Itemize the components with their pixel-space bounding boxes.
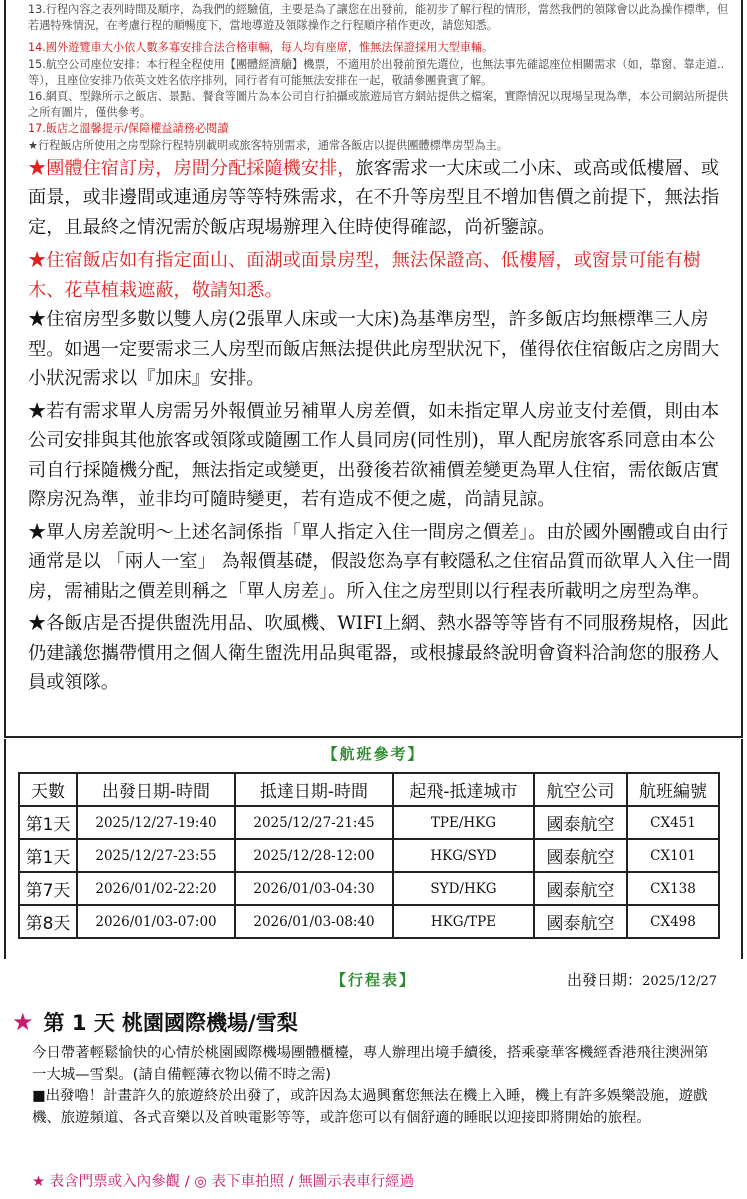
cell-flight-no: CX498 [627, 905, 719, 938]
hotel-note-single-room: ★若有需求單人房需另外報價並另補單人房差價，如未指定單人房並支付差價，則由本公司安排與其他旅客或領隊或隨團工作人員同房(同性別)，單人配房旅客系同意由本公司自行採隨機分配，無法指定或變更，出發後若欲補價差變更為單人住宿，需依飯店實際房況為準，並非均可隨時變更，若有造成不便之處，尚請見諒。 [28, 400, 720, 511]
hotel-note-amenities: ★各飯店是否提供盥洗用品、吹風機、WIFI上網、熱水器等等皆有不同服務規格，因此仍建議您攜帶慣用之個人衛生盥洗用品與電器，或根據最終說明會資料洽詢您的服務人員或領隊。 [28, 613, 729, 694]
cell-depart: 2025/12/27-19:40 [77, 806, 235, 839]
flight-table-header [19, 773, 719, 806]
hotel-note-random-room-highlight: ★團體住宿訂房，房間分配採隨機安排， [28, 157, 356, 179]
cell-route: TPE/HKG [393, 806, 534, 839]
day-1-departure-note: ■出發嚕！計畫許久的旅遊終於出發了，或許因為太過興奮您無法在機上入睡，機上有許多娛樂設施，遊戲機、旅遊頻道、各式音樂以及首映電影等等，或許您可以有個舒適的睡眠以迎接即將開始的旅程。 [32, 1088, 708, 1126]
icon-legend: ★ 表含門票或入內參觀 / ◎ 表下車拍照 / 無圖示表車行經過 [32, 1174, 415, 1190]
cell-day: 第1天 [19, 839, 77, 872]
day-1-description [32, 1043, 722, 1129]
departure-date-label: 出發日期： [567, 971, 643, 989]
cell-day: 第8天 [19, 905, 77, 938]
cell-airline: 國泰航空 [534, 872, 627, 905]
day-1-title [12, 1007, 298, 1037]
notes-box [4, 0, 743, 738]
note-17: 17.飯店之溫馨提示/保障權益請務必閱讀 [28, 122, 229, 136]
table-row [19, 839, 719, 872]
day-1-title-text: 第 1 天 桃園國際機場/雪梨 [43, 1011, 298, 1035]
col-airline: 航空公司 [534, 773, 627, 806]
col-flight-no: 航班編號 [627, 773, 719, 806]
itinerary-header [0, 966, 747, 992]
cell-depart: 2026/01/02-22:20 [77, 872, 235, 905]
itinerary-title: 【行程表】 [330, 971, 416, 989]
cell-route: HKG/SYD [393, 839, 534, 872]
hotel-note-single-supplement: ★單人房差說明～上述名詞係指「單人指定入住一間房之價差」。由於國外團體或自由行通常是以 「兩人一室」 為報價基礎，假設您為享有較隱私之住宿品質而欲單人入住一間房，需補貼之價差則稱之「單人房差」。所入住之房型則以行程表所載明之房型為準。 [28, 521, 731, 602]
cell-depart: 2025/12/27-23:55 [77, 839, 235, 872]
table-row [19, 905, 719, 938]
star-icon: ★ [12, 1008, 34, 1036]
note-17-hotel-type: ★行程飯店所使用之房型除行程特別載明或旅客特別需求，通常各飯店以提供團體標準房型為主。 [28, 138, 508, 152]
col-route: 起飛-抵達城市 [393, 773, 534, 806]
hotel-note-random-room-text: 旅客需求一大床或二小床、或高或低樓層、或面景，或非邊間或連通房等等特殊需求，在不升等房型且不增加售價之前提下，無法指定，且最終之情況需於飯店現場辦理入住時使得確認，尚祈鑒諒。 [28, 157, 720, 238]
cell-arrive: 2025/12/27-21:45 [235, 806, 393, 839]
note-15: 15.航空公司座位安排：本行程全程使用【團體經濟艙】機票，不適用於出發前預先選位，也無法事先確認座位相關需求（如，靠窗、靠走道..等），且座位安排乃依英文姓名依序排列，同行者有可能無法安排在一起，敬請參團貴賓了解。 [28, 57, 725, 87]
cell-airline: 國泰航空 [534, 839, 627, 872]
departure-date [567, 969, 717, 990]
cell-route: SYD/HKG [393, 872, 534, 905]
cell-day: 第7天 [19, 872, 77, 905]
col-depart: 出發日期-時間 [77, 773, 235, 806]
flight-table [18, 772, 720, 939]
cell-depart: 2026/01/03-07:00 [77, 905, 235, 938]
cell-flight-no: CX451 [627, 806, 719, 839]
col-day: 天數 [19, 773, 77, 806]
cell-airline: 國泰航空 [534, 806, 627, 839]
cell-route: HKG/TPE [393, 905, 534, 938]
cell-arrive: 2026/01/03-08:40 [235, 905, 393, 938]
cell-flight-no: CX138 [627, 872, 719, 905]
table-row [19, 806, 719, 839]
note-14: 14.國外遊覽車大小依人數多寡安排合法合格車輛，每人均有座席，惟無法保證採用大型車輛。 [28, 41, 494, 55]
hotel-note-random-room [6, 154, 733, 243]
col-arrive: 抵達日期-時間 [235, 773, 393, 806]
note-16: 16.網頁、型錄所示之飯店、景點、餐食等圖片為本公司自行拍攝或旅遊局官方網站提供之檔案，實際情況以現場呈現為準，本公司網站所提供之所有圖片，僅供參考。 [28, 90, 729, 120]
hotel-note-double-room: ★住宿房型多數以雙人房(2張單人床或一大床)為基準房型，許多飯店均無標準三人房型。如遇一定要需求三人房型而飯店無法提供此房型狀況下，僅得依住宿飯店之房間大小狀況需求以『加床』安排。 [28, 309, 720, 390]
note-13: 13.行程內容之表列時間及順序，為我們的經驗值，主要是為了讓您在出發前，能初步了解行程的情形，當然我們的領隊會以此為操作標準，但若遇特殊情況，在考慮行程的順暢度下，當地導遊及領隊操作之行程順序稍作更改，請您知悉。 [28, 3, 729, 33]
hotel-note-view-room: ★住宿飯店如有指定面山、面湖或面景房型，無法保證高、低樓層，或窗景可能有樹木、花草植栽遮蔽，敬請知悉。 [28, 250, 701, 301]
cell-arrive: 2025/12/28-12:00 [235, 839, 393, 872]
cell-arrive: 2026/01/03-04:30 [235, 872, 393, 905]
flight-section-title: 【航班參考】 [322, 745, 425, 763]
flight-section [4, 739, 743, 959]
cell-flight-no: CX101 [627, 839, 719, 872]
departure-date-value: 2025/12/27 [642, 974, 717, 989]
cell-airline: 國泰航空 [534, 905, 627, 938]
cell-day: 第1天 [19, 806, 77, 839]
day-1-paragraph: 今日帶著輕鬆愉快的心情於桃園國際機場團體櫃檯，專人辦理出境手續後，搭乘豪華客機經香港飛往澳洲第一大城—雪梨。(請自備輕薄衣物以備不時之需) [32, 1045, 709, 1083]
table-row [19, 872, 719, 905]
